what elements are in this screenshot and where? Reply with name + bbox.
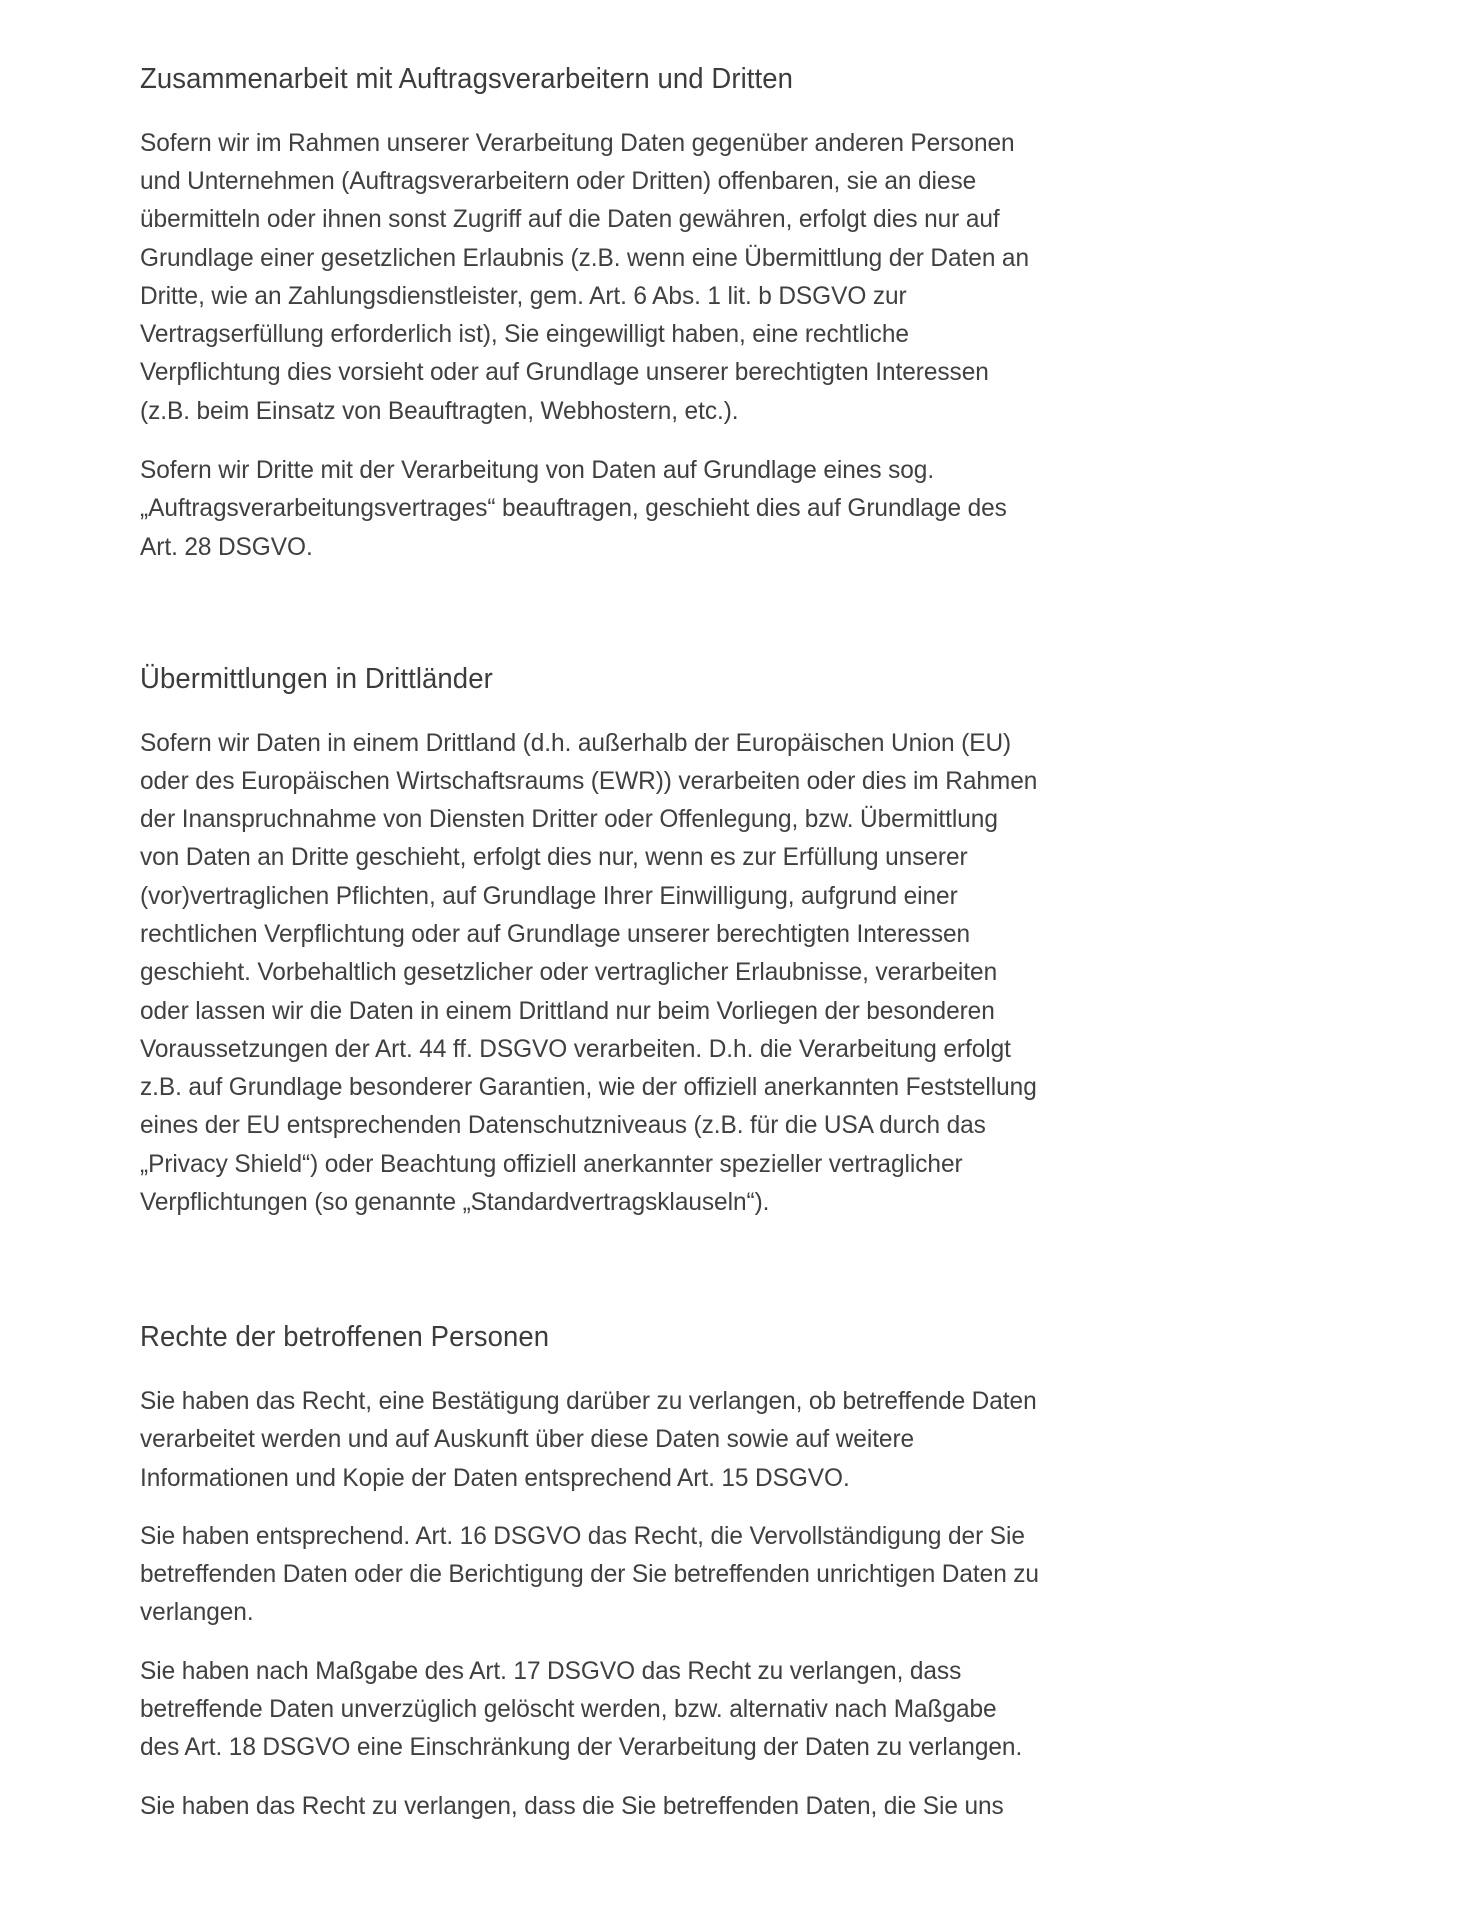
section-heading-auftragsverarbeiter: Zusammenarbeit mit Auftragsverarbeitern und Dritten [140,63,794,95]
spacer [140,430,1075,451]
section-drittlaender [140,662,1075,1221]
paragraph-rechte-4-truncated: Sie haben das Recht zu verlangen, dass die Sie betreffenden Daten, die Sie uns [140,1791,1004,1820]
paragraph-auftragsverarbeiter-1: Sofern wir im Rahmen unserer Verarbeitung Daten gegenüber anderen Personen und Unternehmen (Auftragsverarbeitern oder Dritten) offenbaren, sie an diese übermitteln oder ihnen sonst Zugriff auf die Daten gewähren, erfolgt dies nur auf Grundlage einer gesetzlichen Erlaubnis (z.B. wenn eine Übermittlung der Daten an Dritte, wie an Zahlungsdienstleister, gem. Art. 6 Abs. 1 lit. b DSGVO zur Vertragserfüllung erforderlich ist), Sie eingewilligt haben, eine rechtliche Verpflichtung dies vorsieht oder auf Grundlage unserer berechtigten Interessen (z.B. beim Einsatz von Beauftragten, Webhostern, etc.). [140,128,1029,425]
spacer [140,1632,1075,1652]
section-heading-rechte: Rechte der betroffenen Personen [140,1321,550,1354]
paragraph-rechte-3: Sie haben nach Maßgabe des Art. 17 DSGVO das Recht zu verlangen, dass betreffende Daten unverzüglich gelöscht werden, bzw. alternativ nach Maßgabe des Art. 18 DSGVO eine Einschränkung der Verarbeitung der Daten zu verlangen. [140,1656,1023,1762]
paragraph-rechte-1: Sie haben das Recht, eine Bestätigung darüber zu verlangen, ob betreffende Daten verarbeitet werden und auf Auskunft über diese Daten sowie auf weitere Informationen und Kopie der Daten entsprechend Art. 15 DSGVO. [140,1387,1037,1492]
spacer [140,698,1075,724]
paragraph-drittlaender-1: Sofern wir Daten in einem Drittland (d.h. außerhalb der Europäischen Union (EU) oder des Europäischen Wirtschaftsraums (EWR)) verarbeiten oder dies im Rahmen der Inanspruchnahme von Diensten Dritter oder Offenlegung, bzw. Übermittlung von Daten an Dritte geschieht, erfolgt dies nur, wenn es zur Erfüllung unserer (vor)vertraglichen Pflichten, auf Grundlage Ihrer Einwilligung, aufgrund einer rechtlichen Verpflichtung oder auf Grundlage unserer berechtigten Interessen geschieht. Vorbehaltlich gesetzlicher oder vertraglicher Erlaubnisse, verarbeiten oder lassen wir die Daten in einem Drittland nur beim Vorliegen der besonderen Voraussetzungen der Art. 44 ff. DSGVO verarbeiten. D.h. die Verarbeitung erfolgt z.B. auf Grundlage besonderer Garantien, wie der offiziell anerkannten Feststellung eines der EU entsprechenden Datenschutzniveaus (z.B. für die USA durch das „Privacy Shield“) oder Beachtung offiziell anerkannter spezieller vertraglicher Verpflichtungen (so genannte „Standardvertragsklauseln“). [140,728,1038,1217]
document-content [140,62,1075,1825]
spacer [140,98,1075,124]
spacer-section [140,566,1075,662]
section-heading-drittlaender: Übermittlungen in Drittländer [140,662,493,695]
spacer [140,1767,1075,1787]
paragraph-rechte-2: Sie haben entsprechend. Art. 16 DSGVO das Recht, die Vervollständigung der Sie betreffenden Daten oder die Berichtigung der Sie betreffenden unrichtigen Daten zu verlangen. [140,1521,1039,1627]
spacer-section [140,1221,1075,1320]
spacer [140,1497,1075,1517]
section-rechte [140,1320,1075,1825]
spacer [140,1356,1075,1382]
section-auftragsverarbeiter [140,62,1075,566]
paragraph-auftragsverarbeiter-2: Sofern wir Dritte mit der Verarbeitung von Daten auf Grundlage eines sog. „Auftragsverarbeitungsvertrages“ beauftragen, geschieht dies auf Grundlage des Art. 28 DSGVO. [140,456,1007,561]
